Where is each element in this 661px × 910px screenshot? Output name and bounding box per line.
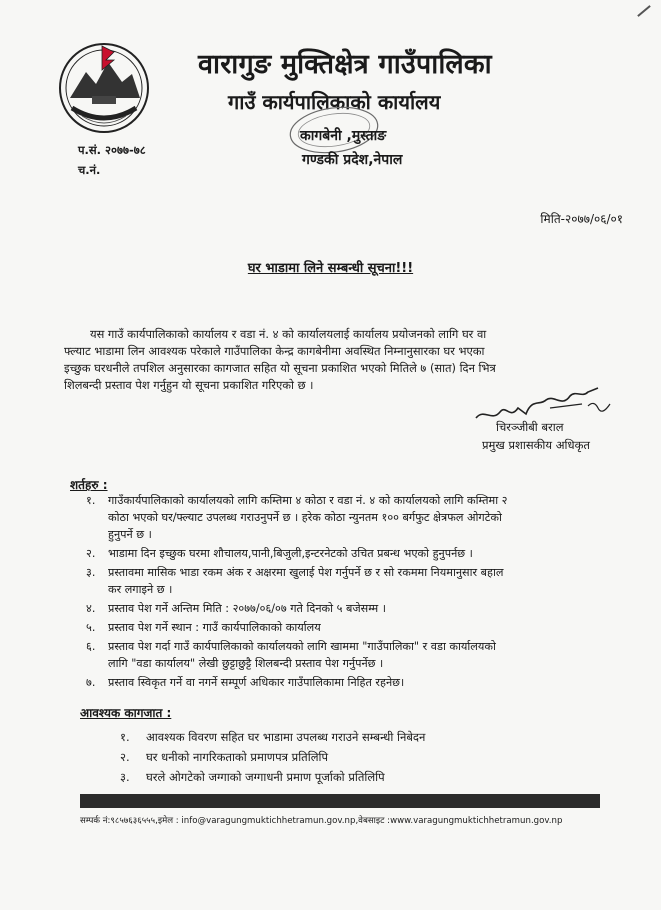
document-text: आवश्यक विवरण सहित घर भाडामा उपलब्ध गराउने सम्बन्धी निबेदन (146, 730, 426, 744)
dispatch-number: च.नं. (78, 163, 101, 177)
condition-item (86, 600, 636, 617)
document-number: १. (120, 730, 130, 744)
office-name: गाउँ कार्यपालिकाको कार्यालय (228, 90, 441, 114)
condition-line: प्रस्ताव पेश गर्दा गाउँ कार्यपालिकाको कार्यालयको लागि खाममा "गाउँपालिका" र वडा कार्यालयको (108, 640, 496, 653)
document-text: घरले ओगटेको जग्गाको जग्गाधनी प्रमाण पूर्जाको प्रतिलिपि (146, 770, 385, 784)
condition-number: २. (86, 547, 96, 560)
condition-line: प्रस्तावमा मासिक भाडा रकम अंक र अक्षरमा खुलाई पेश गर्नुपर्ने छ र सो रकममा नियमानुसार बहाल (108, 566, 504, 579)
footer-divider (80, 794, 600, 808)
document-item (120, 768, 425, 786)
condition-line: प्रस्ताव पेश गर्ने स्थान : गाउँ कार्यपालिकाको कार्यालय (108, 621, 321, 634)
document-text: घर धनीको नागरिकताको प्रमाणपत्र प्रतिलिपि (146, 750, 329, 764)
condition-item (86, 638, 636, 672)
condition-line: कर लगाइने छ । (108, 583, 173, 596)
conditions-heading: शर्तहरु : (70, 478, 108, 492)
notice-subject (0, 258, 661, 276)
signatory-title: प्रमुख प्रशासकीय अधिकृत (482, 438, 590, 452)
scan-mark (637, 5, 651, 17)
condition-number: १. (86, 494, 96, 507)
condition-number: ४. (86, 602, 96, 615)
body-line: शिलबन्दी प्रस्ताव पेश गर्नुहुन यो सूचना प्रकाशित गरिएको छ । (64, 378, 314, 392)
document-item (120, 748, 425, 766)
document-number: ३. (120, 770, 130, 784)
body-line: इच्छुक घरधनीले तपशिल अनुसारका कागजात सहित यो सूचना प्रकाशित भएको मितिले ७ (सात) दिन भित्र (64, 361, 496, 375)
condition-line: प्रस्ताव पेश गर्ने अन्तिम मिति : २०७७/०६/०७ गते दिनको ५ बजेसम्म । (108, 602, 387, 615)
documents-list (120, 728, 425, 788)
contact-footer: सम्पर्क नं:९८५७६३६५५५,इमेल : info@varagungmuktichhetramun.gov.np,वेबसाइट :www.varagungmuktichhetramun.gov.np (80, 816, 563, 826)
condition-item (86, 674, 636, 691)
document-number: २. (120, 750, 130, 764)
municipality-title: वारागुङ मुक्तिक्षेत्र गाउँपालिका (198, 49, 492, 80)
signatory-name: चिरञ्जीबी बराल (496, 420, 564, 434)
body-line: फ्ल्याट भाडामा लिन आवश्यक परेकाले गाउँपालिका केन्द्र कागबेनीमा अवस्थित निम्नानुसारका घर भएका (64, 344, 485, 358)
condition-item (86, 619, 636, 636)
reference-block (78, 140, 146, 180)
documents-heading: आवश्यक कागजात : (80, 706, 172, 720)
condition-line: कोठा भएको घर/फ्ल्याट उपलब्ध गराउनुपर्ने छ । हरेक कोठा न्युनतम १०० बर्गफुट क्षेत्रफल ओगटेको (108, 511, 502, 524)
condition-line: लागि "वडा कार्यालय" लेखी छुट्टाछुट्टै शिलबन्दी प्रस्ताव पेश गर्नुपर्नेछ । (108, 657, 384, 670)
conditions-list (86, 492, 636, 693)
condition-item (86, 564, 636, 598)
condition-item (86, 492, 636, 543)
condition-line: भाडामा दिन इच्छुक घरमा शौचालय,पानी,बिजुली,इन्टरनेटको उचित प्रबन्ध भएको हुनुपर्नछ । (108, 547, 473, 560)
condition-number: ६. (86, 640, 96, 653)
condition-item (86, 545, 636, 562)
document-item (120, 728, 425, 746)
body-line: यस गाउँ कार्यपालिकाको कार्यालय र वडा नं. ४ को कार्यालयलाई कार्यालय प्रयोजनको लागि घर वा (90, 327, 487, 341)
condition-line: हुनुपर्ने छ । (108, 528, 152, 541)
condition-number: ७. (86, 676, 96, 689)
office-location: कागबेनी ,मुस्ताङ (300, 128, 387, 144)
condition-line: प्रस्ताव स्विकृत गर्ने वा नगर्ने सम्पूर्ण अधिकार गाउँपालिकामा निहित रहनेछ। (108, 676, 405, 689)
nepal-emblem-icon (52, 36, 156, 136)
condition-number: ५. (86, 621, 96, 634)
notice-date: मिति-२०७७/०६/०१ (540, 212, 623, 226)
condition-number: ३. (86, 566, 96, 579)
province-name: गण्डकी प्रदेश,नेपाल (302, 152, 403, 168)
subject-text: घर भाडामा लिने सम्बन्धी सूचना!!! (247, 261, 414, 276)
letter-number: प.सं. २०७७-७८ (78, 143, 146, 157)
condition-line: गाउँकार्यपालिकाको कार्यालयको लागि कम्तिमा ४ कोठा र वडा नं. ४ को कार्यालयको लागि कम्तिमा २ (108, 494, 508, 507)
